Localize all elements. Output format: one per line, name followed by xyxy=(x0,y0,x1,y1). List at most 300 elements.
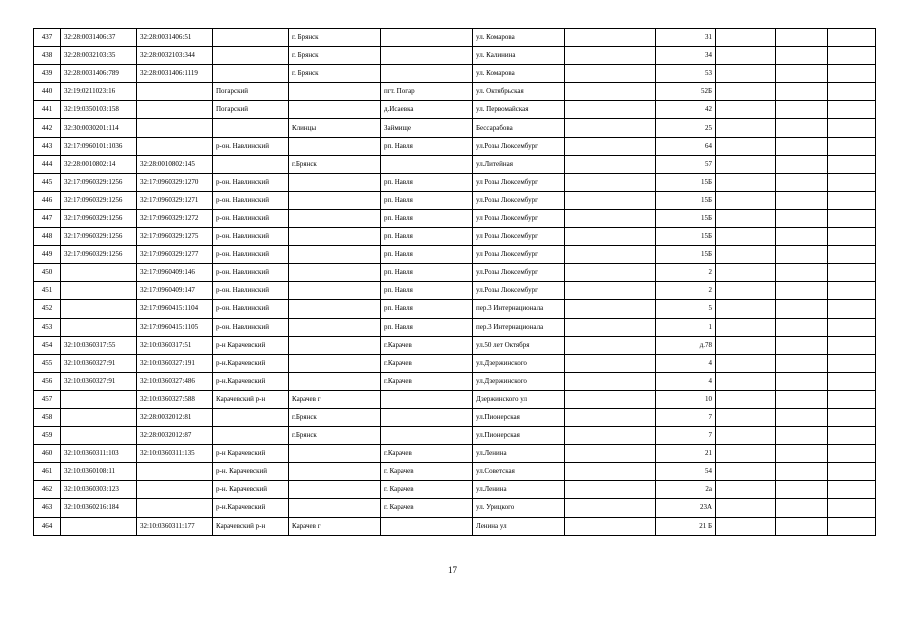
table-cell: 32:17:0960329:1256 xyxy=(61,191,137,209)
table-cell: 32:17:0960415:1105 xyxy=(137,318,213,336)
house-number-cell: 34 xyxy=(656,47,716,65)
table-cell: 32:28:0032012:87 xyxy=(137,427,213,445)
register-table-wrapper xyxy=(33,28,875,536)
table-cell xyxy=(776,83,828,101)
table-cell xyxy=(137,137,213,155)
table-cell xyxy=(828,517,876,535)
table-cell xyxy=(776,137,828,155)
table-cell: р-он. Навлинский xyxy=(213,209,289,227)
table-cell xyxy=(828,191,876,209)
row-number-cell: 441 xyxy=(34,101,61,119)
table-cell xyxy=(716,173,776,191)
table-cell xyxy=(776,65,828,83)
table-cell: 32:17:0960329:1270 xyxy=(137,173,213,191)
table-cell xyxy=(289,173,381,191)
table-cell xyxy=(716,499,776,517)
house-number-cell: 2 xyxy=(656,282,716,300)
table-cell xyxy=(289,246,381,264)
table-row xyxy=(34,264,876,282)
table-cell xyxy=(776,209,828,227)
table-cell: г.Карачев xyxy=(381,445,473,463)
table-cell xyxy=(137,101,213,119)
table-cell xyxy=(716,137,776,155)
table-cell xyxy=(716,228,776,246)
table-cell xyxy=(289,372,381,390)
table-cell xyxy=(776,264,828,282)
table-cell xyxy=(776,29,828,47)
table-cell xyxy=(828,119,876,137)
table-cell xyxy=(137,463,213,481)
table-row xyxy=(34,47,876,65)
table-cell xyxy=(828,29,876,47)
table-cell xyxy=(716,246,776,264)
table-cell xyxy=(565,83,656,101)
table-cell xyxy=(776,300,828,318)
table-cell xyxy=(828,372,876,390)
table-cell: 32:17:0960329:1256 xyxy=(61,246,137,264)
table-cell xyxy=(716,445,776,463)
table-cell xyxy=(716,209,776,227)
table-cell: 32:10:0360216:184 xyxy=(61,499,137,517)
table-cell xyxy=(565,173,656,191)
table-cell: 32:10:0360327:91 xyxy=(61,354,137,372)
table-cell xyxy=(776,481,828,499)
table-cell xyxy=(776,246,828,264)
table-cell: ул.Пионерская xyxy=(473,408,565,426)
table-cell: ул.Розы Люксембург xyxy=(473,191,565,209)
property-register-table xyxy=(33,28,876,536)
table-cell: р-он. Навлинский xyxy=(213,282,289,300)
table-cell: д.Исаевка xyxy=(381,101,473,119)
row-number-cell: 458 xyxy=(34,408,61,426)
table-cell xyxy=(137,499,213,517)
table-cell xyxy=(828,209,876,227)
table-cell xyxy=(565,390,656,408)
table-cell: 32:19:0211023:16 xyxy=(61,83,137,101)
table-cell xyxy=(565,282,656,300)
table-cell xyxy=(565,191,656,209)
row-number-cell: 439 xyxy=(34,65,61,83)
table-cell xyxy=(716,101,776,119)
table-cell xyxy=(776,354,828,372)
table-cell xyxy=(828,101,876,119)
table-cell xyxy=(565,264,656,282)
table-cell: Ленина ул xyxy=(473,517,565,535)
table-cell xyxy=(828,318,876,336)
table-row xyxy=(34,427,876,445)
table-cell xyxy=(289,137,381,155)
table-row xyxy=(34,372,876,390)
table-cell xyxy=(776,390,828,408)
table-cell: г.Карачев xyxy=(381,336,473,354)
table-cell: Карачев г xyxy=(289,517,381,535)
table-cell: 32:30:0030201:114 xyxy=(61,119,137,137)
table-cell xyxy=(565,246,656,264)
table-cell xyxy=(716,300,776,318)
table-cell: ул.Пионерская xyxy=(473,427,565,445)
house-number-cell: 15Б xyxy=(656,209,716,227)
table-cell xyxy=(716,481,776,499)
table-cell xyxy=(289,318,381,336)
table-cell: 32:28:0032103:35 xyxy=(61,47,137,65)
row-number-cell: 464 xyxy=(34,517,61,535)
table-cell xyxy=(565,65,656,83)
table-cell xyxy=(289,445,381,463)
table-cell: г.Брянск xyxy=(289,155,381,173)
table-cell xyxy=(289,101,381,119)
row-number-cell: 448 xyxy=(34,228,61,246)
table-cell xyxy=(213,47,289,65)
table-cell xyxy=(565,408,656,426)
table-cell: 32:17:0960329:1272 xyxy=(137,209,213,227)
table-cell xyxy=(716,119,776,137)
table-cell xyxy=(716,83,776,101)
table-cell xyxy=(381,29,473,47)
table-cell: г. Брянск xyxy=(289,47,381,65)
house-number-cell: 57 xyxy=(656,155,716,173)
table-cell xyxy=(381,65,473,83)
table-cell: ул Розы Люксембург xyxy=(473,246,565,264)
table-cell: рп. Навля xyxy=(381,318,473,336)
table-cell xyxy=(61,300,137,318)
table-cell xyxy=(716,282,776,300)
table-cell xyxy=(776,372,828,390)
table-cell: Погарский xyxy=(213,83,289,101)
table-row xyxy=(34,300,876,318)
table-cell: 32:17:0960329:1256 xyxy=(61,228,137,246)
table-cell xyxy=(565,499,656,517)
table-cell xyxy=(828,155,876,173)
house-number-cell: 15Б xyxy=(656,246,716,264)
row-number-cell: 455 xyxy=(34,354,61,372)
table-cell xyxy=(565,300,656,318)
table-cell: 32:17:0960329:1256 xyxy=(61,209,137,227)
table-cell: ул.Дзержинского xyxy=(473,354,565,372)
table-cell xyxy=(213,65,289,83)
table-row xyxy=(34,83,876,101)
table-cell: 32:28:0031406:37 xyxy=(61,29,137,47)
table-cell: 32:10:0360311:177 xyxy=(137,517,213,535)
table-cell: р-н.Карачевский xyxy=(213,499,289,517)
house-number-cell: 2 xyxy=(656,264,716,282)
table-cell: р-он. Навлинский xyxy=(213,173,289,191)
table-cell: р-н.Карачевский xyxy=(213,354,289,372)
table-cell: 32:17:0960101:1036 xyxy=(61,137,137,155)
row-number-cell: 437 xyxy=(34,29,61,47)
row-number-cell: 459 xyxy=(34,427,61,445)
table-cell xyxy=(828,300,876,318)
table-cell: р-он. Навлинский xyxy=(213,137,289,155)
table-cell: р-он. Навлинский xyxy=(213,246,289,264)
table-cell xyxy=(381,155,473,173)
table-cell: ул. Первомайская xyxy=(473,101,565,119)
table-cell: 32:10:0360311:103 xyxy=(61,445,137,463)
table-cell xyxy=(716,155,776,173)
table-cell: ул. Комарова xyxy=(473,29,565,47)
table-cell xyxy=(289,191,381,209)
table-cell: 32:17:0960329:1271 xyxy=(137,191,213,209)
table-cell: 32:28:0032103:344 xyxy=(137,47,213,65)
table-cell xyxy=(289,463,381,481)
table-cell xyxy=(381,390,473,408)
table-cell xyxy=(828,137,876,155)
house-number-cell: 64 xyxy=(656,137,716,155)
table-cell xyxy=(828,481,876,499)
house-number-cell: 21 xyxy=(656,445,716,463)
table-cell xyxy=(565,481,656,499)
row-number-cell: 438 xyxy=(34,47,61,65)
table-cell xyxy=(828,445,876,463)
table-cell xyxy=(381,427,473,445)
table-row xyxy=(34,173,876,191)
table-cell: г. Карачев xyxy=(381,463,473,481)
table-cell xyxy=(776,191,828,209)
table-cell xyxy=(828,282,876,300)
row-number-cell: 440 xyxy=(34,83,61,101)
table-cell xyxy=(61,517,137,535)
table-row xyxy=(34,155,876,173)
house-number-cell: 52Б xyxy=(656,83,716,101)
table-cell xyxy=(289,300,381,318)
table-cell xyxy=(61,282,137,300)
house-number-cell: 15Б xyxy=(656,228,716,246)
house-number-cell: 31 xyxy=(656,29,716,47)
house-number-cell: 1 xyxy=(656,318,716,336)
table-row xyxy=(34,246,876,264)
table-cell xyxy=(61,427,137,445)
table-cell: 32:28:0010802:145 xyxy=(137,155,213,173)
table-cell: ул Розы Люксембург xyxy=(473,173,565,191)
table-cell xyxy=(716,191,776,209)
table-cell xyxy=(828,499,876,517)
table-cell xyxy=(776,336,828,354)
table-row xyxy=(34,209,876,227)
table-cell: ул. Калинина xyxy=(473,47,565,65)
table-cell xyxy=(776,282,828,300)
table-row xyxy=(34,481,876,499)
table-cell: пер.3 Интернационала xyxy=(473,318,565,336)
table-cell: рп. Навля xyxy=(381,228,473,246)
row-number-cell: 461 xyxy=(34,463,61,481)
house-number-cell: 4 xyxy=(656,354,716,372)
table-cell: ул.50 лет Октября xyxy=(473,336,565,354)
table-cell: Карачев г xyxy=(289,390,381,408)
row-number-cell: 449 xyxy=(34,246,61,264)
table-cell: 32:28:0031406:789 xyxy=(61,65,137,83)
row-number-cell: 454 xyxy=(34,336,61,354)
table-cell xyxy=(213,119,289,137)
table-cell: г. Брянск xyxy=(289,65,381,83)
table-cell xyxy=(828,463,876,481)
table-cell xyxy=(61,318,137,336)
table-row xyxy=(34,191,876,209)
table-cell: 32:10:0360327:191 xyxy=(137,354,213,372)
row-number-cell: 457 xyxy=(34,390,61,408)
table-cell xyxy=(716,336,776,354)
table-cell: р-н Карачевский xyxy=(213,445,289,463)
table-cell: рп. Навля xyxy=(381,264,473,282)
house-number-cell: 54 xyxy=(656,463,716,481)
table-cell xyxy=(828,390,876,408)
table-row xyxy=(34,101,876,119)
table-cell: рп. Навля xyxy=(381,282,473,300)
table-cell xyxy=(289,209,381,227)
table-cell: 32:17:0960329:1256 xyxy=(61,173,137,191)
table-cell: г.Брянск xyxy=(289,408,381,426)
table-cell xyxy=(565,137,656,155)
table-cell xyxy=(716,47,776,65)
table-cell xyxy=(776,47,828,65)
row-number-cell: 442 xyxy=(34,119,61,137)
table-cell xyxy=(776,155,828,173)
table-cell xyxy=(137,481,213,499)
table-cell: 32:19:0350103:158 xyxy=(61,101,137,119)
table-row xyxy=(34,336,876,354)
row-number-cell: 462 xyxy=(34,481,61,499)
table-cell: 32:28:0032012:81 xyxy=(137,408,213,426)
table-cell xyxy=(565,119,656,137)
table-row xyxy=(34,119,876,137)
table-cell xyxy=(565,318,656,336)
table-cell xyxy=(716,65,776,83)
house-number-cell: 7 xyxy=(656,408,716,426)
table-cell: ул. Комарова xyxy=(473,65,565,83)
page-number: 17 xyxy=(448,565,457,575)
table-cell: р-он. Навлинский xyxy=(213,228,289,246)
table-cell: 32:10:0360327:588 xyxy=(137,390,213,408)
table-cell xyxy=(716,390,776,408)
table-cell: 32:17:0960409:146 xyxy=(137,264,213,282)
table-cell xyxy=(828,264,876,282)
table-cell xyxy=(828,427,876,445)
table-cell xyxy=(289,228,381,246)
table-cell xyxy=(213,427,289,445)
table-cell: 32:28:0031406:51 xyxy=(137,29,213,47)
table-cell: 32:28:0031406:1119 xyxy=(137,65,213,83)
table-cell: 32:10:0360108:11 xyxy=(61,463,137,481)
table-cell: Займище xyxy=(381,119,473,137)
table-cell xyxy=(61,390,137,408)
row-number-cell: 446 xyxy=(34,191,61,209)
table-cell xyxy=(565,336,656,354)
table-cell xyxy=(776,228,828,246)
table-cell xyxy=(716,264,776,282)
table-cell: ул.Розы Люксембург xyxy=(473,282,565,300)
house-number-cell: 7 xyxy=(656,427,716,445)
table-cell xyxy=(289,354,381,372)
table-cell: р-н. Карачевский xyxy=(213,463,289,481)
table-cell xyxy=(565,29,656,47)
table-cell: Бессарабова xyxy=(473,119,565,137)
table-cell xyxy=(565,517,656,535)
table-cell xyxy=(716,517,776,535)
table-row xyxy=(34,463,876,481)
table-cell: ул. Урицкого xyxy=(473,499,565,517)
house-number-cell: 23А xyxy=(656,499,716,517)
table-cell xyxy=(828,47,876,65)
table-cell xyxy=(61,264,137,282)
table-cell xyxy=(381,517,473,535)
table-cell: рп. Навля xyxy=(381,137,473,155)
table-cell: г.Брянск xyxy=(289,427,381,445)
table-cell xyxy=(565,209,656,227)
house-number-cell: д.78 xyxy=(656,336,716,354)
table-cell xyxy=(61,408,137,426)
row-number-cell: 443 xyxy=(34,137,61,155)
table-row xyxy=(34,137,876,155)
row-number-cell: 452 xyxy=(34,300,61,318)
table-cell xyxy=(776,318,828,336)
table-cell xyxy=(828,173,876,191)
table-cell xyxy=(716,463,776,481)
table-cell xyxy=(828,65,876,83)
row-number-cell: 460 xyxy=(34,445,61,463)
table-cell: ул.Розы Люксембург xyxy=(473,137,565,155)
house-number-cell: 5 xyxy=(656,300,716,318)
table-row xyxy=(34,517,876,535)
table-cell xyxy=(716,29,776,47)
row-number-cell: 444 xyxy=(34,155,61,173)
house-number-cell: 10 xyxy=(656,390,716,408)
table-cell: р-н.Карачевский xyxy=(213,372,289,390)
table-cell: 32:10:0360311:135 xyxy=(137,445,213,463)
house-number-cell: 4 xyxy=(656,372,716,390)
row-number-cell: 451 xyxy=(34,282,61,300)
table-cell xyxy=(289,282,381,300)
table-cell xyxy=(716,318,776,336)
table-cell xyxy=(137,83,213,101)
table-cell xyxy=(776,517,828,535)
row-number-cell: 445 xyxy=(34,173,61,191)
house-number-cell: 15Б xyxy=(656,173,716,191)
table-cell: г.Карачев xyxy=(381,354,473,372)
table-row xyxy=(34,499,876,517)
table-cell: ул.Дзержинского xyxy=(473,372,565,390)
table-cell: рп. Навля xyxy=(381,209,473,227)
table-cell xyxy=(289,499,381,517)
table-row xyxy=(34,445,876,463)
table-cell xyxy=(828,228,876,246)
row-number-cell: 453 xyxy=(34,318,61,336)
table-cell: г. Карачев xyxy=(381,499,473,517)
table-cell xyxy=(213,155,289,173)
table-cell: 32:17:0960415:1104 xyxy=(137,300,213,318)
table-cell xyxy=(289,336,381,354)
row-number-cell: 447 xyxy=(34,209,61,227)
table-cell xyxy=(565,155,656,173)
row-number-cell: 456 xyxy=(34,372,61,390)
table-cell: рп. Навля xyxy=(381,246,473,264)
table-cell xyxy=(716,354,776,372)
table-cell xyxy=(776,427,828,445)
table-cell: пгт. Погар xyxy=(381,83,473,101)
table-cell xyxy=(776,463,828,481)
table-cell: Карачевский р-н xyxy=(213,390,289,408)
table-cell xyxy=(828,83,876,101)
table-cell: г.Карачев xyxy=(381,372,473,390)
table-row xyxy=(34,390,876,408)
table-cell: г. Брянск xyxy=(289,29,381,47)
table-cell xyxy=(137,119,213,137)
table-cell xyxy=(776,119,828,137)
house-number-cell: 42 xyxy=(656,101,716,119)
table-cell: 32:28:0010802:14 xyxy=(61,155,137,173)
row-number-cell: 450 xyxy=(34,264,61,282)
table-row xyxy=(34,354,876,372)
row-number-cell: 463 xyxy=(34,499,61,517)
table-cell: ул.Советская xyxy=(473,463,565,481)
table-cell xyxy=(213,29,289,47)
